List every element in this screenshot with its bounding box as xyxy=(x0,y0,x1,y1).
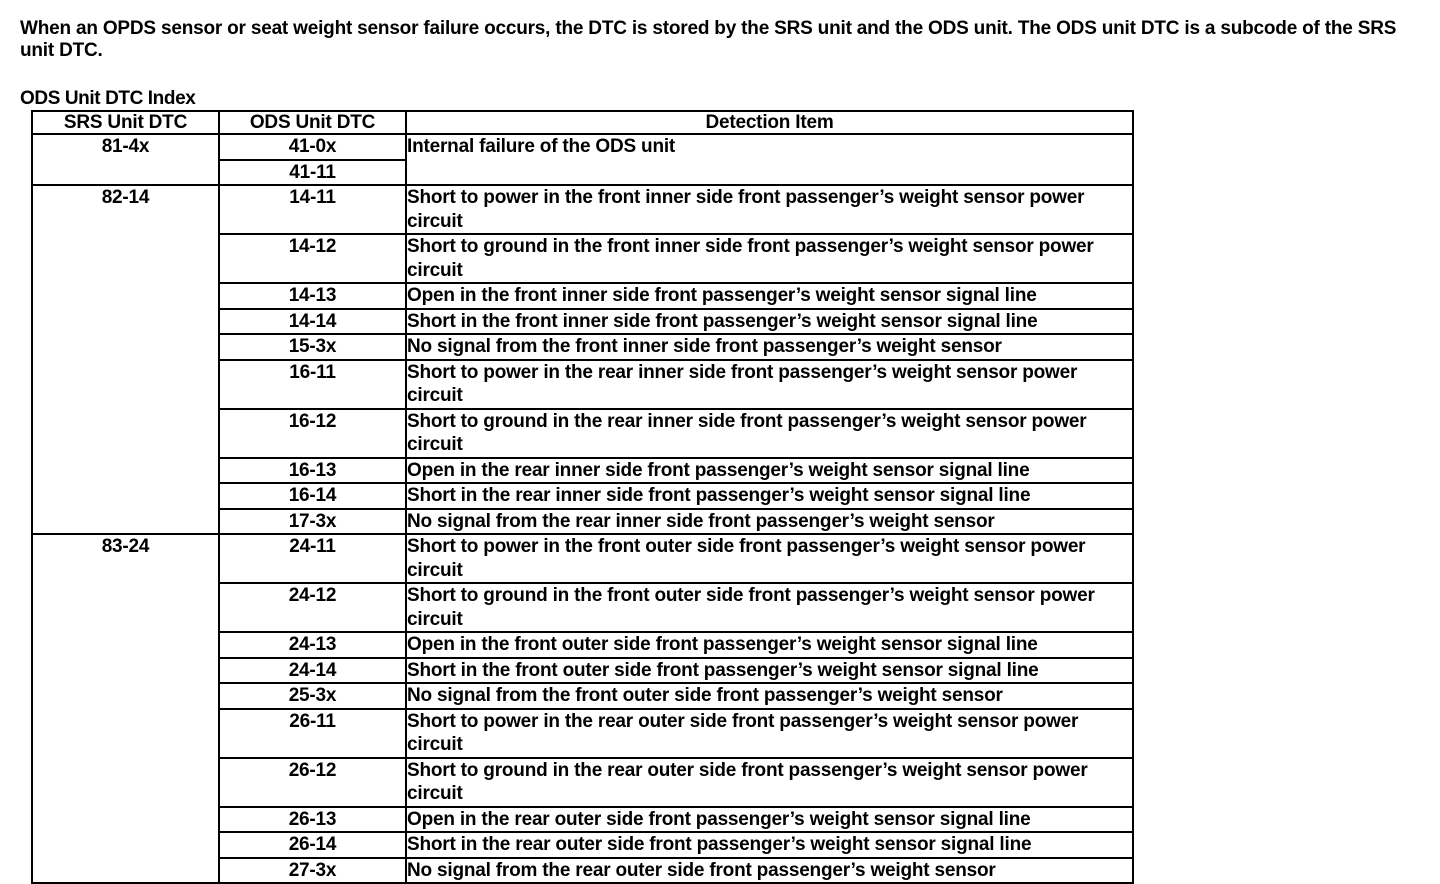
ods-unit-dtc-cell: 26-13 xyxy=(219,807,406,833)
detection-item-cell: No signal from the front inner side front passenger’s weight sensor xyxy=(406,334,1133,360)
section-title: ODS Unit DTC Index xyxy=(20,88,196,109)
detection-item-cell: Short to ground in the front outer side front passenger’s weight sensor power circuit xyxy=(406,583,1133,632)
ods-unit-dtc-cell: 26-14 xyxy=(219,832,406,858)
detection-item-cell: Short to ground in the rear inner side front passenger’s weight sensor power circuit xyxy=(406,409,1133,458)
intro-paragraph: When an OPDS sensor or seat weight sensor failure occurs, the DTC is stored by the SRS unit and the ODS unit. The ODS unit DTC is a subcode of the SRS unit DTC. xyxy=(20,18,1397,61)
detection-item-cell: Short to power in the rear inner side front passenger’s weight sensor power circuit xyxy=(406,360,1133,409)
detection-item-cell: Short in the rear outer side front passenger’s weight sensor signal line xyxy=(406,832,1133,858)
table-body xyxy=(32,134,1133,883)
detection-item-cell: No signal from the front outer side front passenger’s weight sensor xyxy=(406,683,1133,709)
detection-item-cell: Open in the front outer side front passenger’s weight sensor signal line xyxy=(406,632,1133,658)
detection-item-cell: Short to ground in the rear outer side front passenger’s weight sensor power circuit xyxy=(406,758,1133,807)
detection-item-cell: Open in the rear inner side front passenger’s weight sensor signal line xyxy=(406,458,1133,484)
detection-item-cell: Open in the rear outer side front passenger’s weight sensor signal line xyxy=(406,807,1133,833)
detection-item-cell: Internal failure of the ODS unit xyxy=(406,134,1133,185)
dtc-index-table xyxy=(31,110,1134,884)
ods-unit-dtc-cell: 16-12 xyxy=(219,409,406,458)
detection-item-cell: Short in the front outer side front passenger’s weight sensor signal line xyxy=(406,658,1133,684)
detection-item-cell: No signal from the rear outer side front passenger’s weight sensor xyxy=(406,858,1133,884)
ods-unit-dtc-cell: 25-3x xyxy=(219,683,406,709)
ods-unit-dtc-cell: 17-3x xyxy=(219,509,406,535)
ods-unit-dtc-cell: 26-12 xyxy=(219,758,406,807)
ods-unit-dtc-cell: 27-3x xyxy=(219,858,406,884)
detection-item-cell: Short to power in the rear outer side front passenger’s weight sensor power circuit xyxy=(406,709,1133,758)
ods-unit-dtc-cell: 16-13 xyxy=(219,458,406,484)
ods-unit-dtc-cell: 26-11 xyxy=(219,709,406,758)
detection-item-cell: No signal from the rear inner side front passenger’s weight sensor xyxy=(406,509,1133,535)
ods-unit-dtc-cell: 14-11 xyxy=(219,185,406,234)
table-row xyxy=(32,134,1133,160)
ods-unit-dtc-cell: 24-11 xyxy=(219,534,406,583)
srs-unit-dtc-cell: 81-4x xyxy=(32,134,219,185)
header-ods-unit-dtc: ODS Unit DTC xyxy=(219,111,406,134)
ods-unit-dtc-cell: 16-11 xyxy=(219,360,406,409)
srs-unit-dtc-cell: 82-14 xyxy=(32,185,219,534)
detection-item-cell: Open in the front inner side front passenger’s weight sensor signal line xyxy=(406,283,1133,309)
detection-item-cell: Short in the front inner side front passenger’s weight sensor signal line xyxy=(406,309,1133,335)
table-row xyxy=(32,185,1133,234)
table-row xyxy=(32,534,1133,583)
header-detection-item: Detection Item xyxy=(406,111,1133,134)
detection-item-cell: Short in the rear inner side front passenger’s weight sensor signal line xyxy=(406,483,1133,509)
detection-item-cell: Short to power in the front outer side front passenger’s weight sensor power circuit xyxy=(406,534,1133,583)
table-header xyxy=(32,111,1133,134)
ods-unit-dtc-cell: 41-11 xyxy=(219,160,406,186)
detection-item-cell: Short to ground in the front inner side front passenger’s weight sensor power circuit xyxy=(406,234,1133,283)
ods-unit-dtc-cell: 15-3x xyxy=(219,334,406,360)
ods-unit-dtc-cell: 16-14 xyxy=(219,483,406,509)
ods-unit-dtc-cell: 24-13 xyxy=(219,632,406,658)
ods-unit-dtc-cell: 14-13 xyxy=(219,283,406,309)
header-row xyxy=(32,111,1133,134)
srs-unit-dtc-cell: 83-24 xyxy=(32,534,219,883)
detection-item-cell: Short to power in the front inner side front passenger’s weight sensor power circuit xyxy=(406,185,1133,234)
ods-unit-dtc-cell: 41-0x xyxy=(219,134,406,160)
ods-unit-dtc-cell: 24-12 xyxy=(219,583,406,632)
ods-unit-dtc-cell: 14-12 xyxy=(219,234,406,283)
header-srs-unit-dtc: SRS Unit DTC xyxy=(32,111,219,134)
ods-unit-dtc-cell: 14-14 xyxy=(219,309,406,335)
ods-unit-dtc-cell: 24-14 xyxy=(219,658,406,684)
